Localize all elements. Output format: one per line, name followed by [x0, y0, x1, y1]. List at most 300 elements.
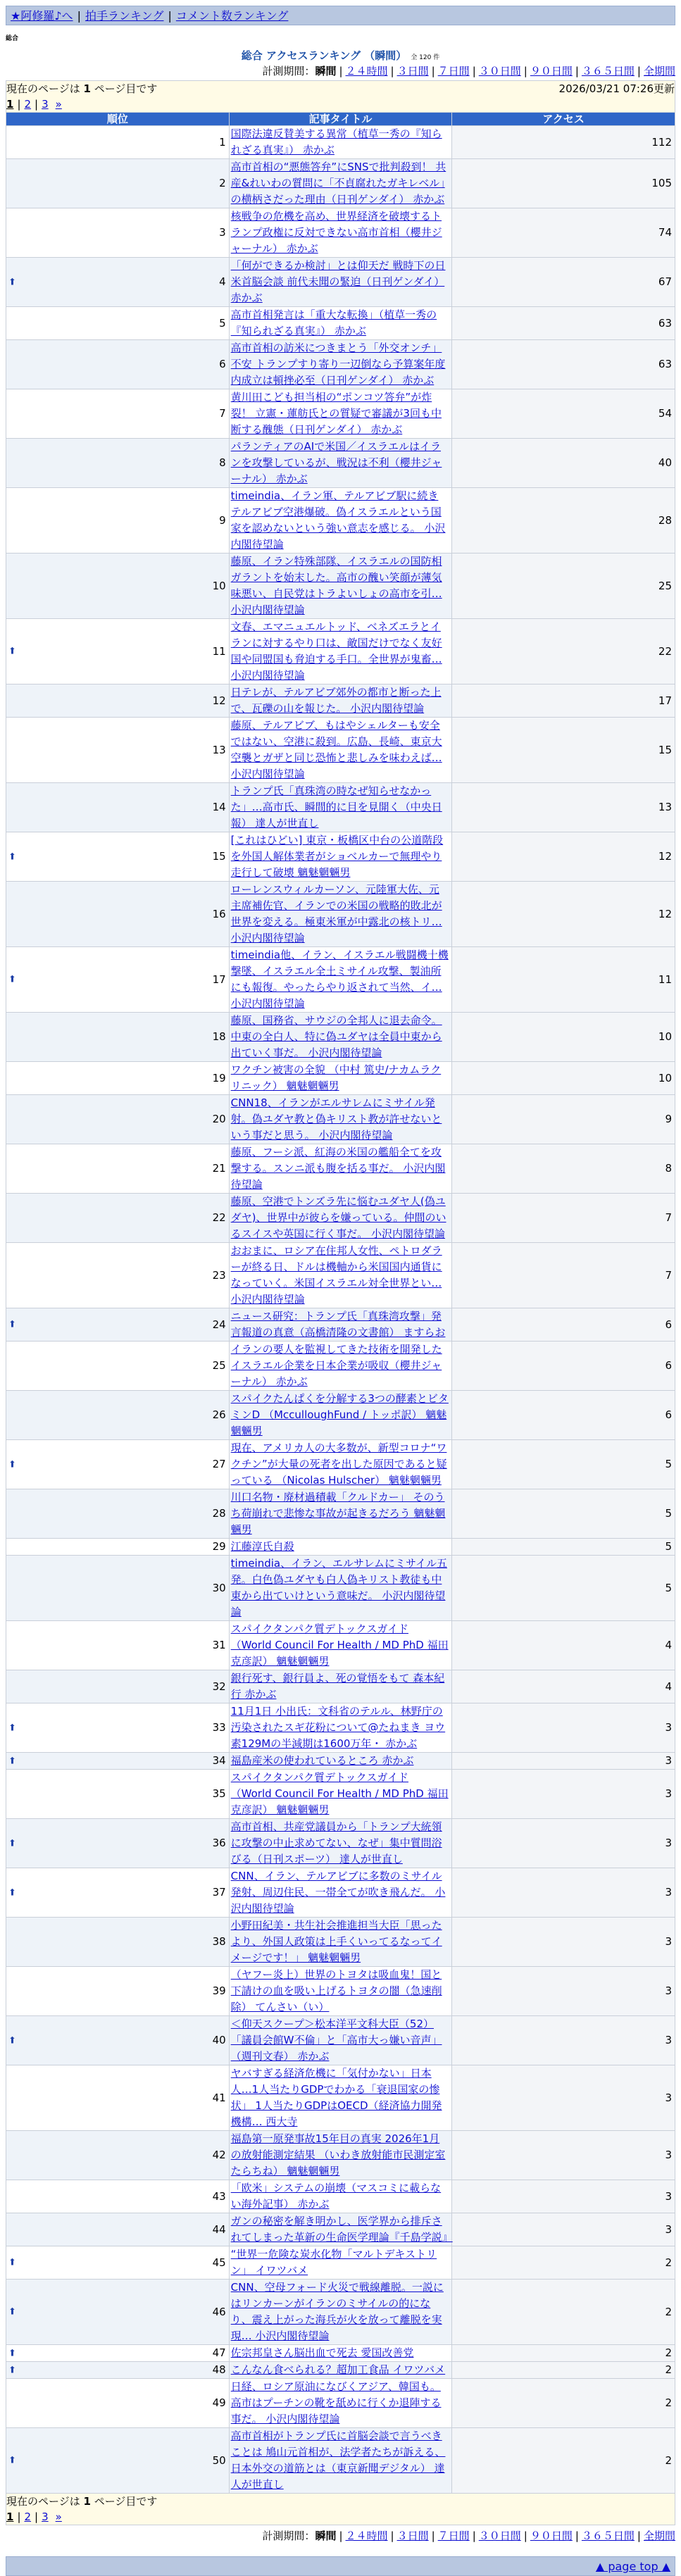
table-row [6, 832, 675, 882]
table-row [6, 619, 675, 684]
rank-number: 15 [212, 850, 226, 863]
pagination-current-page: 1 [6, 2511, 14, 2523]
article-link[interactable]: スパイクタンパク質デトックスガイド （World Council For Health / MD PhD 福田克彦訳） 魑魅魍魎男 [230, 1622, 449, 1668]
period-link-4[interactable]: ９０日間 [530, 2530, 573, 2542]
rank-cell [6, 684, 230, 718]
rank-cell [6, 947, 230, 1013]
table-row [6, 1753, 675, 1770]
article-link[interactable]: 「何ができるか検討」とは仰天だ 戦時下の日米首脳会談 前代未聞の緊迫（日刊ゲンダイ） 赤かぶ [230, 259, 446, 304]
title-cell [229, 126, 452, 159]
pagination-separator: | [17, 98, 21, 111]
rank-number: 24 [212, 1318, 226, 1331]
pagination-next-link[interactable]: » [55, 98, 62, 111]
title-cell [229, 340, 452, 389]
access-count: 3 [452, 1753, 675, 1770]
period-link-5[interactable]: ３６５日間 [581, 65, 635, 77]
rank-cell [6, 1095, 230, 1144]
title-cell [229, 783, 452, 832]
article-link[interactable]: 11月1日 小出氏：文科省のテルル、林野庁の汚染されたスギ花粉について@たねまき ヨウ素129Mの半減期は1600万年・ 赤かぶ [230, 1705, 446, 1750]
pagination-next-link[interactable]: » [55, 2511, 62, 2523]
table-row [6, 1621, 675, 1670]
table-row [6, 2379, 675, 2428]
article-link[interactable]: [これはひどい] 東京・板橋区中台の公道階段を外国人解体業者がショベルカーで無理やり走行して破壊 魑魅魍魎男 [230, 834, 444, 879]
table-row [6, 1489, 675, 1539]
access-count: 10 [452, 1013, 675, 1062]
rank-number: 48 [212, 2363, 226, 2376]
article-link[interactable]: 佐宗邦皇さん脳出血で死去 愛国改善党 [230, 2346, 414, 2359]
rank-cell [6, 1703, 230, 1753]
table-row [6, 1194, 675, 1243]
period-link-1[interactable]: ３日間 [396, 65, 429, 77]
current-page-text: 現在のページは 1 ページ目です [6, 82, 158, 95]
article-link[interactable]: CNN18、イランがエルサレムにミサイル発射。偽ユダヤ教と偽キリスト教が許せないという事だと思う。 小沢内閣待望論 [230, 1096, 442, 1142]
article-link[interactable]: ＜仰天スクープ＞松本洋平文科大臣（52）「議員会館W不倫」と「高市大っ嫌い音声」（週刊文春） 赤かぶ [230, 2018, 442, 2063]
nav-link-asyura-home[interactable]: ★阿修羅♪へ [11, 9, 73, 23]
rank-cell [6, 1967, 230, 2016]
pagination-page-link[interactable]: 2 [24, 2511, 32, 2523]
rank-cell [6, 1013, 230, 1062]
rank-number: 49 [212, 2396, 226, 2409]
table-row [6, 2280, 675, 2345]
total-count: 全 120 件 [411, 54, 440, 61]
rank-up-arrow-icon: ⬆ [8, 1722, 16, 1733]
article-link[interactable]: ヤバすぎる経済危機に「気付かない」日本人…1人当たりGDPでわかる「衰退国家の惨状」 1人当たりGDPはOECD（経済協力開発機構… 西大寺 [230, 2067, 442, 2128]
period-nav-top [0, 63, 681, 79]
title-cell [229, 2131, 452, 2180]
title-cell [229, 389, 452, 439]
rank-cell [6, 488, 230, 554]
article-link[interactable]: 高市首相がトランプ氏に首脳会談で言うべきことは 鳩山元首相が、法学者たちが訴える、日本外交の道筋とは（東京新聞デジタル） 達人が世直し [230, 2430, 446, 2491]
period-separator: | [339, 65, 343, 77]
current-page-text: 現在のページは 1 ページ目です [6, 2495, 158, 2508]
rank-number: 7 [219, 407, 226, 420]
access-count: 7 [452, 1243, 675, 1308]
title-cell [229, 2213, 452, 2246]
page-info-top [6, 81, 675, 113]
rank-number: 41 [212, 2091, 226, 2104]
title-cell [229, 1489, 452, 1539]
rank-number: 39 [212, 1984, 226, 1997]
period-current: 瞬間 [315, 65, 337, 77]
table-row [6, 1391, 675, 1440]
period-separator: | [637, 2530, 641, 2542]
rank-number: 8 [219, 456, 226, 469]
rank-number: 40 [212, 2034, 226, 2046]
period-label: 計測期間： [262, 2530, 315, 2542]
title-cell [229, 619, 452, 684]
rank-cell [6, 783, 230, 832]
article-link[interactable]: CNN、空母フォード火災で戦線離脱。一説にはリンカーンがイランのミサイルの的になり、震え上がった海兵が火を放って離脱を実現… 小沢内閣待望論 [230, 2281, 444, 2342]
table-row [6, 1868, 675, 1918]
ranking-table [6, 80, 675, 2525]
rank-number: 34 [212, 1754, 226, 1767]
rank-number: 3 [219, 226, 226, 239]
table-row [6, 783, 675, 832]
table-row [6, 389, 675, 439]
access-count: 3 [452, 1819, 675, 1868]
table-row [6, 1703, 675, 1753]
title-cell [229, 882, 452, 947]
rank-number: 12 [212, 694, 226, 707]
title-cell [229, 1703, 452, 1753]
table-row [6, 2246, 675, 2280]
rank-cell [6, 1194, 230, 1243]
table-row [6, 2428, 675, 2494]
access-count: 112 [452, 126, 675, 159]
pagination-separator: | [35, 98, 39, 111]
access-count: 6 [452, 1391, 675, 1440]
ranking-rows [6, 126, 675, 2494]
pagination-page-link[interactable]: 3 [42, 98, 49, 111]
title-cell [229, 208, 452, 258]
nav-link-clap-ranking[interactable]: 拍手ランキング [85, 9, 164, 23]
rank-number: 17 [212, 973, 226, 986]
rank-number: 46 [212, 2305, 226, 2318]
rank-number: 44 [212, 2222, 226, 2236]
page-info-bottom [6, 2494, 675, 2525]
rank-cell [6, 1556, 230, 1621]
pagination-separator: | [17, 2511, 21, 2523]
access-count: 2 [452, 2345, 675, 2362]
title-cell [229, 1819, 452, 1868]
rank-up-arrow-icon: ⬆ [8, 974, 16, 985]
rank-up-arrow-icon: ⬆ [8, 646, 16, 657]
period-link-6[interactable]: 全期間 [643, 2530, 675, 2542]
title-cell [229, 258, 452, 307]
article-link[interactable]: 国際法違反賛美する異常（植草一秀の『知られざる真実』） 赤かぶ [230, 127, 442, 156]
period-label: 計測期間： [262, 65, 315, 77]
rank-number: 18 [212, 1030, 226, 1043]
rank-cell [6, 1621, 230, 1670]
rank-up-arrow-icon: ⬆ [8, 2348, 16, 2358]
period-separator: | [431, 2530, 435, 2542]
access-count: 4 [452, 1621, 675, 1670]
title-cell [229, 159, 452, 208]
rank-cell [6, 2345, 230, 2362]
table-header-row [6, 113, 675, 126]
rank-cell [6, 208, 230, 258]
article-link[interactable]: 藤原、イラン特殊部隊、イスラエルの国防相ガラントを始末した。高市の醜い笑顔が薄気味悪い、自民党はトラよいしょの高市を引… 小沢内閣待望論 [230, 555, 442, 616]
nav-separator: | [168, 9, 172, 23]
article-link[interactable]: 黄川田こども担当相の“ポンコツ答弁”が炸裂！ 立憲・蓮舫氏との質疑で審議が3回も中断する醜態（日刊ゲンダイ） 赤かぶ [230, 391, 442, 436]
rank-number: 11 [212, 644, 226, 658]
article-link[interactable]: 江藤淳氏自殺 [230, 1540, 294, 1553]
access-count: 2 [452, 2280, 675, 2345]
rank-cell [6, 1243, 230, 1308]
period-link-5[interactable]: ３６５日間 [581, 2530, 635, 2542]
period-current: 瞬間 [315, 2530, 337, 2542]
table-row [6, 2131, 675, 2180]
period-separator: | [523, 2530, 527, 2542]
article-link[interactable]: CNN、イラン、テルアビブに多数のミサイル発射、周辺住民、一帯全てが吹き飛んだ。 小沢内閣待望論 [230, 1870, 446, 1915]
article-link[interactable]: 高市首相の“悪態答弁”にSNSで批判殺到！ 共産&れいわの質問に「不貞腐れたガキレベル」の横柄さだった理由（日刊ゲンダイ） 赤かぶ [230, 161, 446, 206]
article-link[interactable]: パランティアのAIで米国／イスラエルはイランを攻撃しているが、戦況は不利（櫻井ジャーナル） 赤かぶ [230, 440, 442, 485]
table-row [6, 1539, 675, 1556]
access-count: 3 [452, 2213, 675, 2246]
article-link[interactable]: timeindia、イラン、エルサレムにミサイル五発。白色偽ユダヤも白人偽キリスト教徒も中東から出ていけという意味だ。 小沢内閣待望論 [230, 1557, 447, 1618]
period-link-2[interactable]: ７日間 [437, 65, 470, 77]
rank-cell [6, 2280, 230, 2345]
rank-number: 37 [212, 1886, 226, 1899]
period-separator: | [431, 65, 435, 77]
access-count: 12 [452, 882, 675, 947]
rank-cell [6, 2379, 230, 2428]
title-cell [229, 1670, 452, 1703]
article-link[interactable]: スパイクタンパク質デトックスガイド （World Council For Health / MD PhD 福田克彦訳） 魑魅魍魎男 [230, 1771, 449, 1816]
access-count: 2 [452, 2428, 675, 2494]
article-link[interactable]: 高市首相、共産党議員から「トランプ大統領に攻撃の中止求めてない、なぜ」集中質問浴びる（日刊スポーツ） 達人が世直し [230, 1820, 442, 1865]
rank-cell [6, 1440, 230, 1489]
article-link[interactable]: 藤原、テルアビブ、もはやシェルターも安全ではない、空港に殺到。広島、長崎、東京大空襲とガザと同じ恐怖と悲しみを味わえば… 小沢内閣待望論 [230, 719, 442, 780]
rank-number: 36 [212, 1837, 226, 1849]
title-cell [229, 1308, 452, 1342]
rank-number: 42 [212, 2149, 226, 2161]
pagination-bottom [6, 2509, 675, 2525]
access-count: 54 [452, 389, 675, 439]
rank-cell [6, 2213, 230, 2246]
access-count: 5 [452, 1489, 675, 1539]
article-link[interactable]: timeindia他、イラン、イスラエル戦闘機十機撃墜、イスラエル全土ミサイル攻撃、製油所にも報復。やったらやり返されて当然、イ… 小沢内閣待望論 [230, 949, 449, 1010]
table-row [6, 1670, 675, 1703]
period-separator: | [637, 65, 641, 77]
access-count: 3 [452, 1770, 675, 1819]
article-link[interactable]: 福島産米の使われているところ 赤かぶ [230, 1754, 414, 1767]
rank-cell [6, 1342, 230, 1391]
article-link[interactable]: こんなん食べられる？超加工食品 イワツバメ [230, 2363, 446, 2376]
table-row [6, 947, 675, 1013]
rank-number: 13 [212, 743, 226, 756]
title-cell [229, 1556, 452, 1621]
rank-cell [6, 1062, 230, 1095]
title-cell [229, 2065, 452, 2131]
rank-number: 28 [212, 1507, 226, 1520]
title-cell [229, 1539, 452, 1556]
title-cell [229, 1391, 452, 1440]
rank-cell [6, 159, 230, 208]
rank-up-arrow-icon: ⬆ [8, 2306, 16, 2318]
rank-number: 50 [212, 2453, 226, 2467]
rank-number: 1 [219, 135, 226, 149]
article-link[interactable]: ワクチン被害の全貌 （中村 篤史/ナカムラクリニック） 魑魅魍魎男 [230, 1063, 442, 1092]
access-count: 28 [452, 488, 675, 554]
nav-link-comment-ranking[interactable]: コメント数ランキング [175, 9, 289, 23]
rank-cell [6, 340, 230, 389]
article-link[interactable]: 核戦争の危機を高め、世界経済を破壊するトランプ政権に反対できない高市首相（櫻井ジャーナル） 赤かぶ [230, 210, 442, 255]
rank-number: 14 [212, 801, 226, 813]
access-count: 25 [452, 554, 675, 619]
article-link[interactable]: ニュース研究：トランプ氏「真珠湾攻撃」発言報道の真意（高橋清隆の文書館） ますらお [230, 1310, 446, 1339]
period-separator: | [390, 65, 394, 77]
access-count: 3 [452, 1703, 675, 1753]
period-link-3[interactable]: ３０日間 [478, 65, 521, 77]
rank-number: 9 [219, 513, 226, 527]
article-link[interactable]: （ヤフー炎上）世界のトヨタは吸血鬼！国と下請けの血を吸い上げるトヨタの闇（急速削除） てんさい（い） [230, 1968, 442, 2013]
article-link[interactable]: “世界一危険な炭水化物「マルトデキストリン」 イワツバメ [230, 2248, 437, 2277]
table-row [6, 1819, 675, 1868]
period-link-0[interactable]: ２４時間 [345, 2530, 388, 2542]
article-link[interactable]: トランプ氏「真珠湾の時なぜ知らせなかった」…高市氏、瞬間的に目を見開く（中央日報） 達人が世直し [230, 784, 442, 830]
title-cell [229, 1967, 452, 2016]
title-cell [229, 2345, 452, 2362]
article-link[interactable]: 藤原、フーシ派、紅海の米国の艦船全てを攻撃する。スンニ派も腹を括る事だ。 小沢内閣待望論 [230, 1146, 446, 1191]
title-cell [229, 947, 452, 1013]
rank-cell [6, 1770, 230, 1819]
title-cell [229, 488, 452, 554]
rank-up-arrow-icon: ⬆ [8, 1756, 16, 1766]
pagination-page-link[interactable]: 2 [24, 98, 32, 111]
title-cell [229, 2428, 452, 2494]
rank-number: 10 [212, 579, 226, 592]
article-link[interactable]: ガンの秘密を解き明かし、医学界から排斥されてしまった革新の生命医学理論『千島学説』 [230, 2215, 453, 2244]
rank-cell [6, 2362, 230, 2379]
period-separator: | [390, 2530, 394, 2542]
access-count: 5 [452, 1440, 675, 1489]
rank-cell [6, 2065, 230, 2131]
table-row [6, 307, 675, 340]
article-link[interactable]: イランの要人を監視してきた技術を開発したイスラエル企業を日本企業が吸収（櫻井ジャーナル） 赤かぶ [230, 1343, 442, 1388]
table-row [6, 2213, 675, 2246]
table-row [6, 208, 675, 258]
table-row [6, 554, 675, 619]
table-row [6, 882, 675, 947]
article-link[interactable]: 文春、エマニュエルトッド、ベネズエラとイランに対するやり口は、敵国だけでなく友好国や同盟国も脅迫する手口。全世界が鬼畜… 小沢内閣待望論 [230, 620, 442, 682]
article-link[interactable]: 川口名物・廃材過積載「クルドカー」 そのうち荷崩れで悲惨な事故が起きるだろう 魑魅魍魎男 [230, 1491, 446, 1536]
pagination-top [6, 96, 675, 112]
access-count: 6 [452, 1308, 675, 1342]
table-row [6, 1062, 675, 1095]
rank-up-arrow-icon: ⬆ [8, 1887, 16, 1898]
access-count: 40 [452, 439, 675, 488]
article-link[interactable]: 日経、ロシア原油になびくアジア、韓国も。高市はプーチンの靴を舐めに行くか退陣する事だ。 小沢内閣待望論 [230, 2380, 442, 2425]
period-link-3[interactable]: ３０日間 [478, 2530, 521, 2542]
access-count: 5 [452, 1539, 675, 1556]
rank-cell [6, 2428, 230, 2494]
period-link-6[interactable]: 全期間 [643, 65, 675, 77]
category-label: 総合 [6, 35, 19, 42]
title-cell [229, 832, 452, 882]
article-link[interactable]: 高市首相発言は「重大な転換」（植草一秀の『知られざる真実』） 赤かぶ [230, 308, 437, 337]
rank-cell [6, 1489, 230, 1539]
article-link[interactable]: 「欧米」システムの崩壊（マスコミに載らない海外記事） 赤かぶ [230, 2182, 442, 2211]
rank-number: 26 [212, 1408, 226, 1421]
rank-number: 45 [212, 2256, 226, 2269]
table-row [6, 2016, 675, 2065]
rank-number: 19 [212, 1071, 226, 1084]
title-cell [229, 1013, 452, 1062]
period-separator: | [472, 65, 476, 77]
rank-up-arrow-icon: ⬆ [8, 2365, 16, 2375]
access-count: 2 [452, 2379, 675, 2428]
table-row [6, 1095, 675, 1144]
access-count: 13 [452, 783, 675, 832]
title-cell [229, 1194, 452, 1243]
article-link[interactable]: 現在、アメリカ人の大多数が、新型コロナ“ワクチン”が大量の死者を出した原因であると疑っている （Nicolas Hulscher） 魑魅魍魎男 [230, 1442, 447, 1487]
rank-up-arrow-icon: ⬆ [8, 2257, 16, 2268]
rank-number: 31 [212, 1639, 226, 1651]
access-count: 12 [452, 832, 675, 882]
footer-bar [6, 2556, 675, 2576]
rank-cell [6, 1819, 230, 1868]
article-link[interactable]: ローレンスウィルカーソン、元陸軍大佐、元主席補佐官、イランでの米国の戦略的敗北が世界を変える。極東米軍が中露北の核トリ… 小沢内閣待望論 [230, 883, 442, 944]
table-row [6, 340, 675, 389]
period-separator: | [523, 65, 527, 77]
period-link-0[interactable]: ２４時間 [345, 65, 388, 77]
period-separator: | [472, 2530, 476, 2542]
access-count: 3 [452, 1868, 675, 1918]
table-row [6, 2362, 675, 2379]
rank-cell [6, 1918, 230, 1967]
title-cell [229, 684, 452, 718]
top-navigation-bar [6, 6, 675, 25]
table-row [6, 1144, 675, 1194]
period-separator: | [339, 2530, 343, 2542]
access-column-header: アクセス [452, 113, 675, 126]
article-link[interactable]: 小野田紀美・共生社会推進担当大臣「思ったより、外国人政策は上手くいってるなってイメージです！」 魑魅魍魎男 [230, 1919, 442, 1964]
table-row [6, 718, 675, 783]
rank-cell [6, 554, 230, 619]
table-row [6, 1770, 675, 1819]
article-link[interactable]: 福島第一原発事故15年目の真実 2026年1月の放射能測定結果 （いわき放射能市民測定室 たらちね） 魑魅魍魎男 [230, 2132, 446, 2177]
rank-cell [6, 1144, 230, 1194]
table-row [6, 1013, 675, 1062]
access-count: 3 [452, 2065, 675, 2131]
article-link[interactable]: 藤原、国務省、サウジの全邦人に退去命令。中東の全白人、特に偽ユダヤは全員中東から出ていく事だ。 小沢内閣待望論 [230, 1014, 442, 1059]
access-count: 7 [452, 1194, 675, 1243]
period-separator: | [575, 2530, 579, 2542]
access-count: 3 [452, 2131, 675, 2180]
rank-number: 20 [212, 1113, 226, 1125]
table-row [6, 1918, 675, 1967]
rank-up-arrow-icon: ⬆ [8, 2035, 16, 2046]
rank-number: 33 [212, 1721, 226, 1734]
title-cell [229, 1918, 452, 1967]
pagination-current-page: 1 [6, 98, 14, 111]
rank-up-arrow-icon: ⬆ [8, 851, 16, 862]
title-cell [229, 1770, 452, 1819]
article-link[interactable]: スパイクたんぱくを分解する3つの酵素とビタミンD （McculloughFund / トッポ訳） 魑魅魍魎男 [230, 1392, 449, 1437]
table-row [6, 684, 675, 718]
article-link[interactable]: 銀行死す、銀行員よ、死の覚悟をもて 森本紀行 赤かぶ [230, 1672, 445, 1701]
rank-number: 25 [212, 1359, 226, 1372]
rank-cell [6, 718, 230, 783]
table-row [6, 258, 675, 307]
period-link-1[interactable]: ３日間 [396, 2530, 429, 2542]
rank-up-arrow-icon: ⬆ [8, 277, 16, 287]
page-top-link[interactable]: ▲ page top ▲ [595, 2560, 670, 2573]
title-cell [229, 1621, 452, 1670]
title-cell [229, 1062, 452, 1095]
article-link[interactable]: timeindia、イラン軍、テルアビブ駅に続きテルアビブ空港爆破。偽イスラエルという国家を認めないという強い意志を感じる。 小沢内閣待望論 [230, 489, 446, 551]
article-link[interactable]: 日テレが、テルアビブ郊外の都市と断った上で、瓦礫の山を報じた。 小沢内閣待望論 [230, 686, 442, 715]
rank-cell [6, 2180, 230, 2213]
period-nav-bottom [0, 2528, 681, 2544]
article-link[interactable]: 藤原、空港でトンズラ先に悩むユダヤ人(偽ユダヤ)、世界中が彼らを嫌っている。仲間のいるスイスや英国に行く事だ。 小沢内閣待望論 [230, 1195, 446, 1240]
table-row [6, 1243, 675, 1308]
access-count: 22 [452, 619, 675, 684]
title-cell [229, 554, 452, 619]
rank-cell [6, 1539, 230, 1556]
period-link-4[interactable]: ９０日間 [530, 65, 573, 77]
pagination-page-link[interactable]: 3 [42, 2511, 49, 2523]
article-link[interactable]: おおまに、ロシア在住邦人女性、ペトロダラーが終る日、ドルは機軸から米国国内通貨になっていく。米国イスラエル対全世界とい… 小沢内閣待望論 [230, 1244, 442, 1306]
access-count: 8 [452, 1144, 675, 1194]
rank-cell [6, 1670, 230, 1703]
access-count: 9 [452, 1095, 675, 1144]
rank-number: 4 [219, 275, 226, 288]
period-link-2[interactable]: ７日間 [437, 2530, 470, 2542]
article-link[interactable]: 高市首相の訪米につきまとう「外交オンチ」不安 トランプすり寄り一辺倒なら予算案年度内成立は頓挫必至（日刊ゲンダイ） 赤かぶ [230, 342, 446, 387]
rank-cell [6, 258, 230, 307]
